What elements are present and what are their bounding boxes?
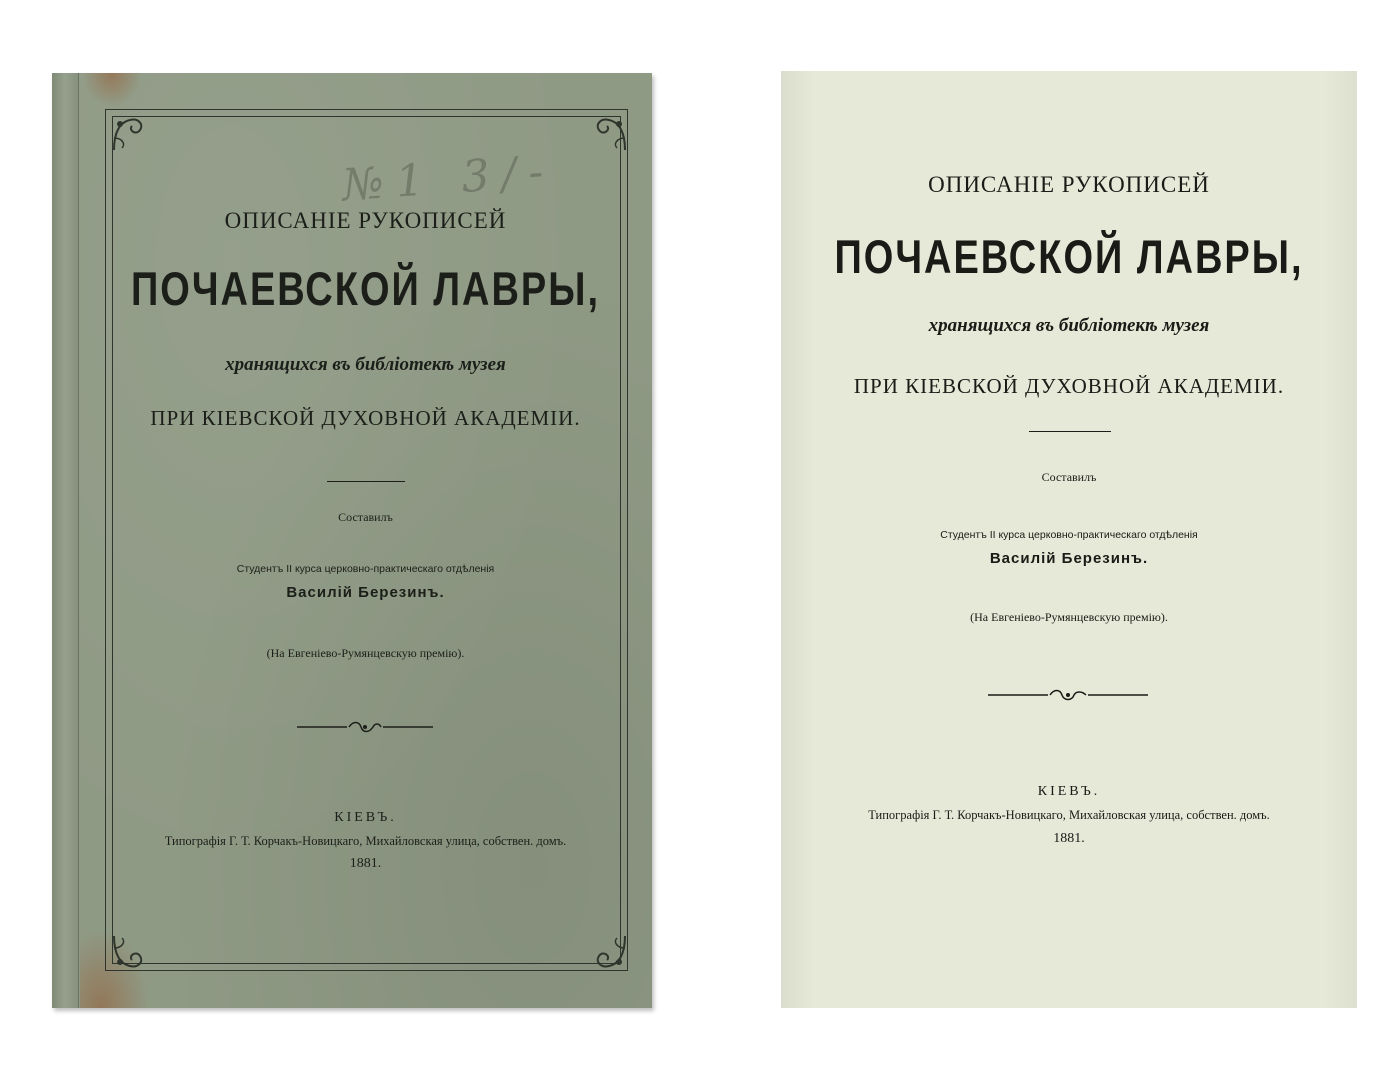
title-page-author-name: Василій Березинъ. bbox=[989, 550, 1149, 567]
cover-author-name: Василій Березинъ. bbox=[286, 584, 445, 601]
cover-prize-note: (На Евгеніево-Румянцевскую премію). bbox=[266, 646, 465, 660]
title-page bbox=[781, 71, 1357, 1008]
title-page-ornament-icon bbox=[988, 688, 1148, 702]
book-spine bbox=[52, 73, 79, 1008]
book-cover bbox=[52, 73, 652, 1008]
cover-text-block bbox=[112, 116, 619, 962]
title-page-main: ПОЧАЕВСКОЙ ЛАВРЫ, bbox=[834, 231, 1304, 285]
cover-author-description: Студентъ II курса церковно-практическаго отдѣленія bbox=[236, 563, 495, 575]
title-page-printer: Типографія Г. Т. Корчакъ-Новицкаго, Михайловская улица, собствен. домъ. bbox=[868, 808, 1270, 822]
title-page-year: 1881. bbox=[1053, 831, 1085, 846]
title-page-academy-line: ПРИ КІЕВСКОЙ ДУХОВНОЙ АКАДЕМІИ. bbox=[853, 374, 1285, 398]
title-page-author-description: Студентъ II курса церковно-практическаго отдѣленія bbox=[940, 529, 1198, 541]
cover-title-line1: ОПИСАНІЕ РУКОПИСЕЙ bbox=[224, 208, 507, 233]
cover-printer: Типографія Г. Т. Корчакъ-Новицкаго, Михайловская улица, собствен. домъ. bbox=[164, 834, 567, 848]
title-page-subtitle: хранящихся въ библіотекѣ музея bbox=[928, 315, 1210, 336]
cover-compiled-label: Составилъ bbox=[338, 510, 393, 524]
handwritten-shelf-mark: №1 3/- bbox=[340, 145, 557, 212]
cover-divider bbox=[327, 481, 405, 482]
title-page-city: КІЕВЪ. bbox=[1037, 784, 1101, 799]
title-page-prize-note: (На Евгеніево-Румянцевскую премію). bbox=[970, 610, 1168, 624]
cover-ornament-icon bbox=[297, 720, 433, 734]
cover-year: 1881. bbox=[349, 856, 382, 871]
cover-academy-line: ПРИ КІЕВСКОЙ ДУХОВНОЙ АКАДЕМІИ. bbox=[150, 406, 581, 430]
cover-city: КІЕВЪ. bbox=[334, 810, 397, 825]
cover-title-main: ПОЧАЕВСКОЙ ЛАВРЫ, bbox=[130, 263, 601, 317]
title-page-line1: ОПИСАНІЕ РУКОПИСЕЙ bbox=[928, 172, 1210, 197]
title-page-compiled-label: Составилъ bbox=[1041, 470, 1097, 484]
title-page-text-block bbox=[781, 71, 1357, 1008]
spine-stain-top bbox=[82, 73, 142, 108]
cover-subtitle: хранящихся въ библіотекѣ музея bbox=[225, 354, 506, 375]
title-page-divider bbox=[1029, 431, 1111, 432]
